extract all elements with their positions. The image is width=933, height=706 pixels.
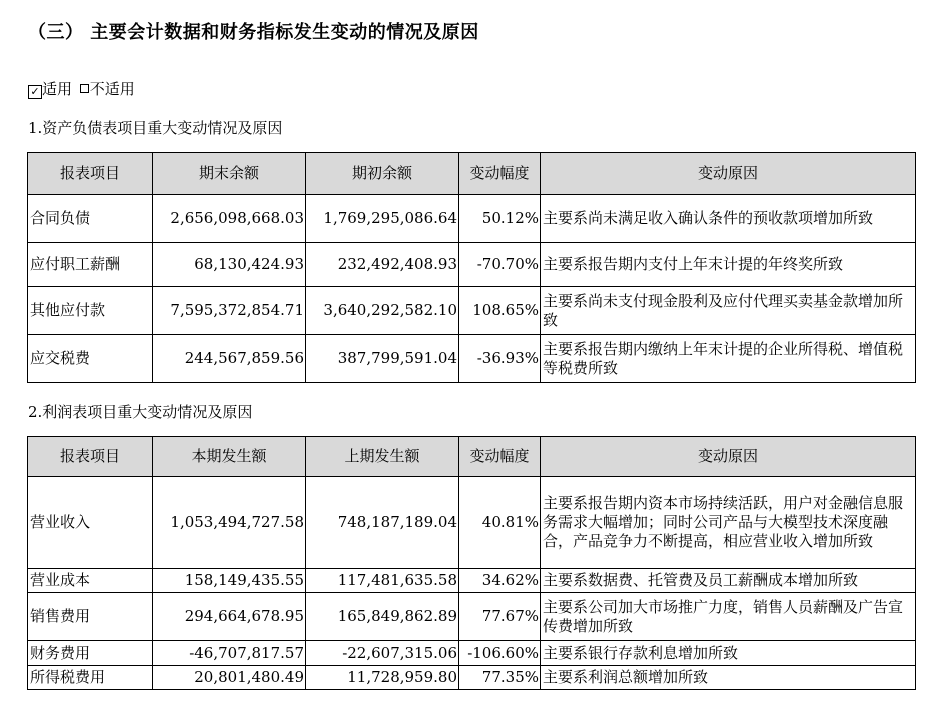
row-item: 所得税费用 — [28, 666, 153, 690]
table-row — [28, 477, 916, 569]
row-current-amount: -46,707,817.57 — [153, 641, 306, 666]
row-prior-amount: -22,607,315.06 — [306, 641, 459, 666]
header-change: 变动幅度 — [459, 437, 541, 477]
table-row — [28, 287, 916, 335]
row-change: 50.12% — [459, 195, 541, 243]
row-current-amount: 1,053,494,727.58 — [153, 477, 306, 569]
row-end-balance: 244,567,859.56 — [153, 335, 306, 383]
row-item: 应交税费 — [28, 335, 153, 383]
table-header-row — [28, 153, 916, 195]
applicable-options — [28, 78, 135, 99]
row-begin-balance: 1,769,295,086.64 — [306, 195, 459, 243]
row-reason: 主要系银行存款利息增加所致 — [541, 641, 916, 666]
table-row — [28, 641, 916, 666]
checked-box-icon: ✓ — [28, 85, 42, 99]
table-row — [28, 569, 916, 593]
empty-box-icon — [80, 84, 89, 93]
row-current-amount: 294,664,678.95 — [153, 593, 306, 641]
row-reason: 主要系报告期内缴纳上年末计提的企业所得税、增值税等税费所致 — [541, 335, 916, 383]
row-reason: 主要系利润总额增加所致 — [541, 666, 916, 690]
not-applicable-label: 不适用 — [89, 80, 135, 98]
row-end-balance: 7,595,372,854.71 — [153, 287, 306, 335]
row-change: 40.81% — [459, 477, 541, 569]
row-item: 营业成本 — [28, 569, 153, 593]
row-reason: 主要系报告期内支付上年末计提的年终奖所致 — [541, 243, 916, 287]
row-reason: 主要系报告期内资本市场持续活跃，用户对金融信息服务需求大幅增加；同时公司产品与大模型技术深度融合，产品竞争力不断提高，相应营业收入增加所致 — [541, 477, 916, 569]
row-change: 77.35% — [459, 666, 541, 690]
row-change: 108.65% — [459, 287, 541, 335]
header-reason: 变动原因 — [541, 153, 916, 195]
row-begin-balance: 3,640,292,582.10 — [306, 287, 459, 335]
table-row — [28, 593, 916, 641]
row-prior-amount: 11,728,959.80 — [306, 666, 459, 690]
header-end-balance: 期末余额 — [153, 153, 306, 195]
table-row — [28, 335, 916, 383]
header-current-amount: 本期发生额 — [153, 437, 306, 477]
row-item: 营业收入 — [28, 477, 153, 569]
row-change: -106.60% — [459, 641, 541, 666]
balance-sheet-table — [27, 152, 916, 383]
table-row — [28, 243, 916, 287]
row-current-amount: 158,149,435.55 — [153, 569, 306, 593]
header-item: 报表项目 — [28, 153, 153, 195]
row-item: 销售费用 — [28, 593, 153, 641]
section-title: （三） 主要会计数据和财务指标发生变动的情况及原因 — [28, 22, 479, 43]
row-reason: 主要系数据费、托管费及员工薪酬成本增加所致 — [541, 569, 916, 593]
balance-sheet-heading: 1.资产负债表项目重大变动情况及原因 — [28, 119, 283, 137]
row-item: 其他应付款 — [28, 287, 153, 335]
row-prior-amount: 117,481,635.58 — [306, 569, 459, 593]
row-change: -70.70% — [459, 243, 541, 287]
header-item: 报表项目 — [28, 437, 153, 477]
applicable-label: 适用 — [42, 80, 73, 98]
row-reason: 主要系公司加大市场推广力度，销售人员薪酬及广告宣传费增加所致 — [541, 593, 916, 641]
row-item: 财务费用 — [28, 641, 153, 666]
row-begin-balance: 232,492,408.93 — [306, 243, 459, 287]
row-change: -36.93% — [459, 335, 541, 383]
table-header-row — [28, 437, 916, 477]
row-item: 合同负债 — [28, 195, 153, 243]
header-change: 变动幅度 — [459, 153, 541, 195]
header-begin-balance: 期初余额 — [306, 153, 459, 195]
header-reason: 变动原因 — [541, 437, 916, 477]
row-prior-amount: 165,849,862.89 — [306, 593, 459, 641]
row-item: 应付职工薪酬 — [28, 243, 153, 287]
income-statement-table — [27, 436, 916, 690]
header-prior-amount: 上期发生额 — [306, 437, 459, 477]
row-prior-amount: 748,187,189.04 — [306, 477, 459, 569]
row-begin-balance: 387,799,591.04 — [306, 335, 459, 383]
row-change: 34.62% — [459, 569, 541, 593]
row-end-balance: 68,130,424.93 — [153, 243, 306, 287]
row-reason: 主要系尚未满足收入确认条件的预收款项增加所致 — [541, 195, 916, 243]
table-row — [28, 666, 916, 690]
table-row — [28, 195, 916, 243]
income-statement-heading: 2.利润表项目重大变动情况及原因 — [28, 403, 253, 421]
row-reason: 主要系尚未支付现金股利及应付代理买卖基金款增加所致 — [541, 287, 916, 335]
row-change: 77.67% — [459, 593, 541, 641]
row-current-amount: 20,801,480.49 — [153, 666, 306, 690]
row-end-balance: 2,656,098,668.03 — [153, 195, 306, 243]
